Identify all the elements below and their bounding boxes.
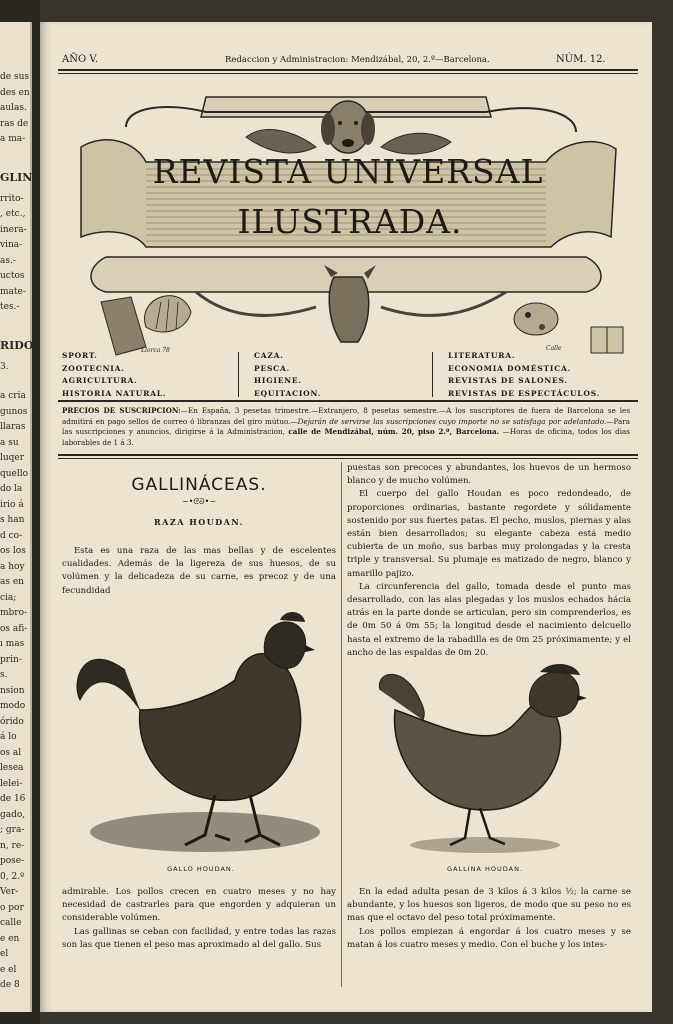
previous-page-text: os al [0,747,22,758]
paragraph: Esta es una raza de las mas bellas y de escelentes cualidades. Además de la ligereza de sus huesos, de su volúmen y la delicadeza de su carne, es precoz y de una fecundidad [62,546,336,596]
section-item: HIGIENE. [254,376,302,385]
sections-col-2 [254,350,321,400]
previous-page-text: de 16 [0,794,26,804]
subscription-text-italic: adelantado. [563,416,607,426]
previous-page-text: 3. [0,361,9,372]
previous-page-text: á lo [0,732,17,742]
previous-page-text: n, re- [0,840,25,851]
section-divider [238,352,239,397]
rooster-illustration [65,600,337,860]
previous-page-text: e en [0,933,20,944]
address-line: Redaccion y Administracion: Mendizábal, 20, 2.º—Barcelona. [225,55,490,65]
rooster-caption: GALLO HOUDAN. [167,865,235,873]
section-item: AGRICULTURA. [62,376,138,385]
previous-page-text: , etc., [0,209,26,219]
header-rule-thin [58,73,638,74]
section-item: CAZA. [254,351,284,360]
column-separator [341,462,342,987]
previous-page-text: llaras [0,422,26,432]
previous-page-text: os los [0,546,26,556]
paragraph: La circunferencia del gallo, tomada desde el punto mas desarrollado, con las alas plegadas y los muslos echados hácia atrás en la parte donde se articulan, pero sin comprenderlos, es de 0m 50 á 0m 55; la longitud desde el nacimiento delcuello hasta el extremo de la rabadilla es de 0m 25 próximamente; y el ancho de las espaldas de 0m 20. [347,581,631,658]
previous-page-text: 0, 2.º [0,871,25,882]
paragraph: puestas son precoces y abundantes, los huevos de un hermoso blanco y de mucho volúmen. [347,463,631,487]
notice-rule [58,454,638,456]
section-item: ZOOTECNIA. [62,363,125,373]
artist-palette-icon [514,303,558,335]
previous-page-text: a hoy [0,561,25,572]
newspaper-page [40,22,652,1012]
previous-page-text: luqer [0,453,25,463]
previous-page-text: as.- [0,255,16,266]
previous-page-text: nsion [0,685,25,696]
previous-page-edge [0,22,37,1012]
previous-page-text: a su [0,437,19,448]
title-ornament: ~•ᘓᘐ•~ [181,497,217,506]
pillar-icon [101,297,146,355]
section-item: PESCA. [254,363,290,373]
paragraph: El cuerpo del gallo Houdan es poco redondeado, de proporciones ordinarias, bastante regordete y sólidamente sostenido por sus fuertes patas. El pecho, muslos, piernas y alas están bien desarrollados; su elegante cabeza está medio cubierta de un moño, sus barbas muy prolongadas y la cresta triple y transversal. Su plumaje es matizado de negro, blanco y amarillo pajizo. [347,489,631,579]
paragraph: Las gallinas se ceban con facilidad, y entre todas las razas son las que tienen el peso mas aproximado al del gallo. Sus [62,926,336,950]
paragraph: admirable. Los pollos crecen en cuatro meses y no hay necesidad de castrarles para que engorden y adquieran un considerable volúmen. [62,887,336,924]
subscription-text: —En España, 3 pesetas trimestre.—Extranjero, 8 pesetas semestre.—A los suscriptores de fuera de Barcelona [180,406,604,415]
left-bottom-text [62,886,336,952]
header-rule [58,69,638,71]
previous-page-text: rrito- [0,193,24,204]
engraver-signature-right: Calle [546,345,562,352]
issue-year: AÑO V. [62,54,99,65]
masthead-title: REVISTA UNIVERSAL [152,152,544,191]
previous-page-text: calle [0,918,22,928]
previous-page-text: Ver- [0,887,19,897]
previous-page-text: ı mas [0,639,25,649]
section-item: ECONOMIA DOMÉSTICA. [448,363,572,373]
previous-page-text: de 8 [0,980,20,990]
right-bottom-text [347,886,631,952]
section-item: SPORT. [62,351,98,360]
previous-page-text: inera- [0,224,27,235]
previous-page-text: s. [0,670,8,680]
previous-page-text: ras de [0,118,29,129]
previous-page-text: GLIN [0,170,33,184]
sections-col-3 [448,350,600,400]
previous-page-text: os afi- [0,623,28,634]
previous-page-text: vina- [0,240,23,250]
previous-page-text: o por [0,902,24,913]
previous-page-text: quello [0,468,29,479]
previous-page-text: gado, [0,809,26,820]
section-item: LITERATURA. [448,351,516,360]
subscription-text: —Para las suscripciones y anuncios, dirigirse á la Administracion, [62,416,630,436]
previous-page-text: a cria [0,391,26,401]
previous-page-text: modo [0,701,26,711]
previous-page-text: e el [0,964,17,975]
previous-page-text: a ma- [0,134,26,144]
previous-page-text: pose- [0,856,25,866]
hen-caption: GALLINA HOUDAN. [446,865,524,873]
article-right-column [347,462,631,660]
subscription-label: PRECIOS DE SUSCRIPCION: [62,406,181,415]
article-title: GALLINÁCEAS. [131,475,267,495]
paragraph: En la edad adulta pesan de 3 kilos á 3 kilos ½; la carne se abundante, y los huesos son ligeros, de modo que su peso no es mas que el octavo del peso total próximamente. [347,887,631,924]
previous-page-text: RIDO, [0,338,37,352]
previous-page-text: uctos [0,271,25,281]
previous-page-text: mate- [0,286,26,297]
previous-page-text: de sus [0,72,29,82]
previous-page-text: órido [0,716,24,727]
previous-page-text: as en [0,577,24,587]
previous-page-text: d co- [0,530,23,541]
section-item: REVISTAS DE SALONES. [448,376,568,385]
issue-number: NÚM. 12. [556,54,606,65]
scallop-shell-icon [145,296,191,332]
subscription-text: se les admitirá en pago sellos de correo ó libranzas del giro mútuo.— [62,406,631,426]
subscription-text: —Horas de oficina, todos los dias laborables de 1 á 3. [62,427,630,447]
previous-page-text: s han [0,515,25,525]
previous-page-text: el [0,949,9,959]
section-divider [432,352,433,397]
previous-page-text: gunos [0,406,28,417]
section-item: EQUITACION. [254,388,322,398]
previous-page-text: lelei- [0,778,23,789]
previous-page-text: cia; [0,592,17,603]
article-left-column [62,467,336,598]
previous-page-text: aulas. [0,103,27,113]
masthead-subtitle: ILUSTRADA. [237,202,463,241]
engraver-signature-left: Llorca 78 [141,347,170,354]
article-subtitle: RAZA HOUDAN. [154,517,244,527]
hen-illustration [365,660,605,860]
sections-col-1 [62,350,166,400]
previous-page-text: mbro- [0,608,28,618]
previous-page-text: do la [0,484,23,494]
previous-page-text: tes.- [0,302,20,312]
section-item: REVISTAS DE ESPECTÁCULOS. [448,388,601,398]
notice-rule-thin [58,458,638,459]
previous-page-text: des en [0,87,30,98]
previous-page-text: lesea [0,763,24,773]
previous-page-text: prin- [0,654,22,665]
sections-rule [58,400,638,402]
subscription-text-italic: Dejarán de servirse las suscripciones cuyo importe no se satisfaga por [297,416,561,426]
section-item: HISTORIA NATURAL. [62,388,167,398]
subscription-address: calle de Mendizábal, núm. 20, piso 2.º, Barcelona. [288,427,500,436]
subscription-notice [62,406,630,448]
previous-page-text: ; gra- [0,825,25,835]
previous-page-text: irio á [0,499,24,510]
paragraph: Los pollos empiezan á engordar á los cuatro meses y se matan á los cuatro meses y medio. Con el buche y los intes- [347,926,631,950]
